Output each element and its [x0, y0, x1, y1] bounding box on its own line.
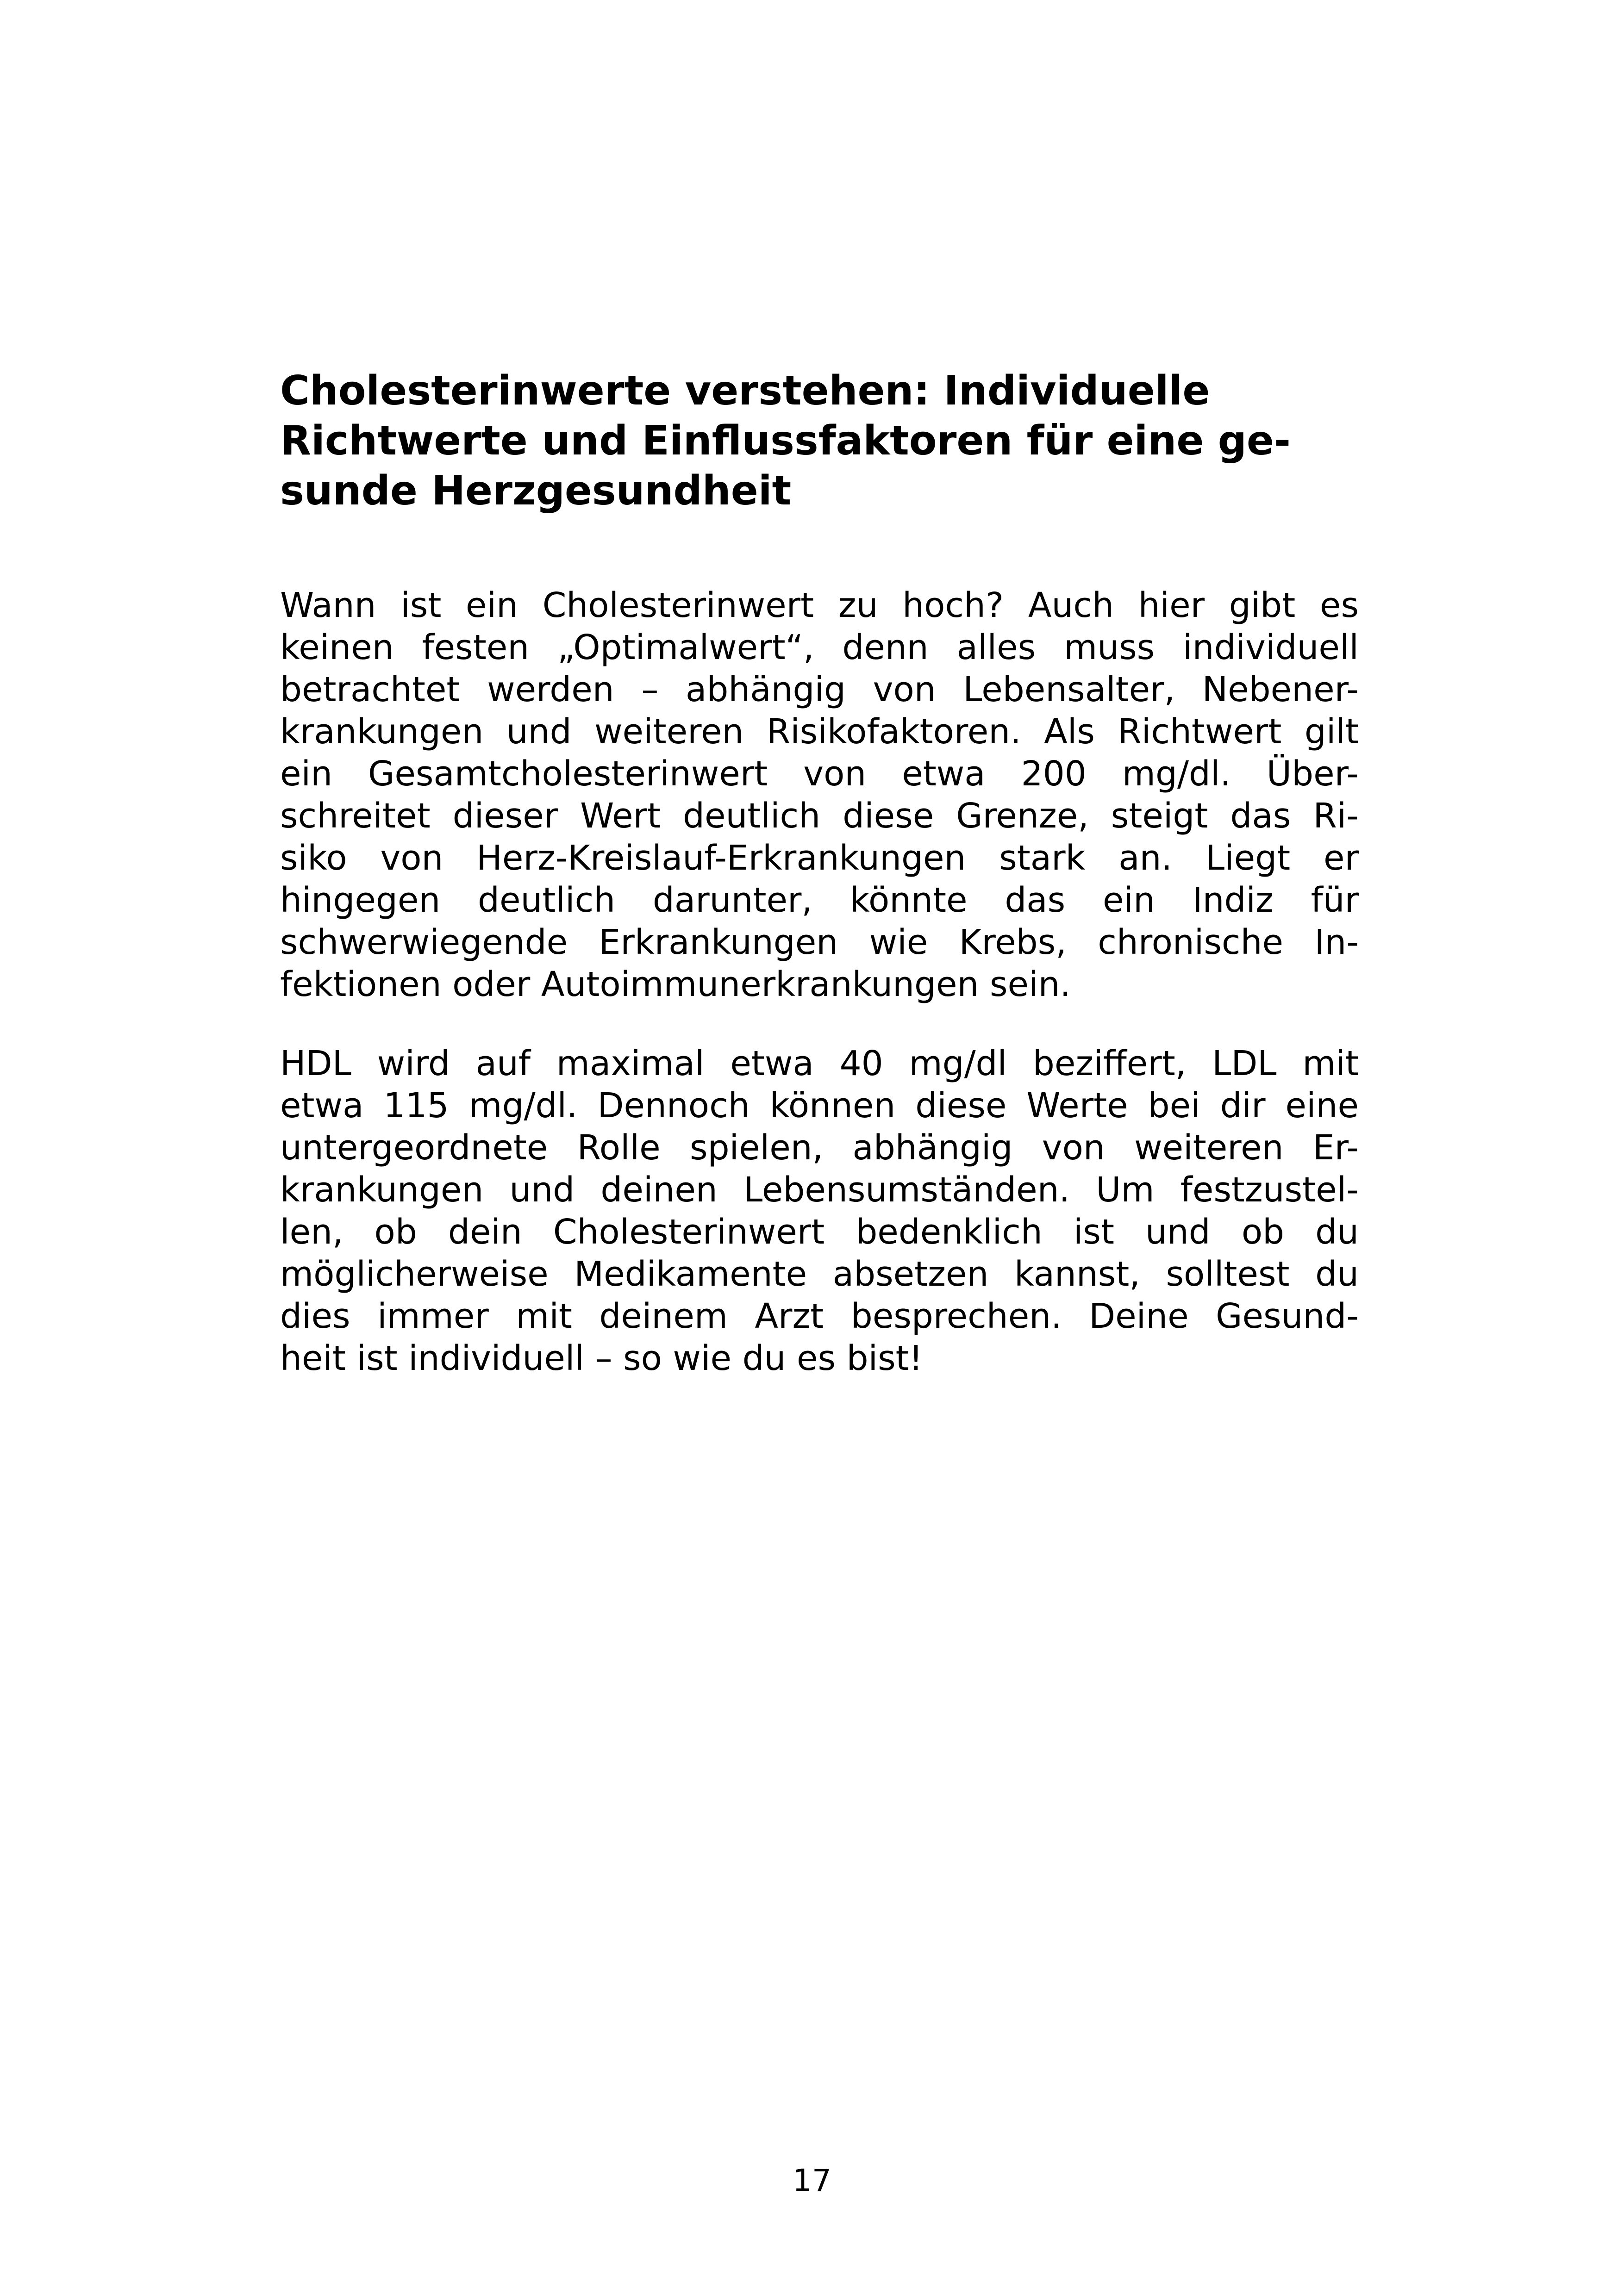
text-line: HDL wird auf maximal etwa 40 mg/dl beziffert, LDL mit [280, 1044, 1359, 1083]
text-line: heit ist individuell – so wie du es bist! [280, 1338, 923, 1378]
text-line: len, ob dein Cholesterinwert bedenklich ist und ob du [280, 1212, 1359, 1252]
title-line: Richtwerte und Einflussfaktoren für eine ge- [280, 417, 1291, 464]
text-line: möglicherweise Medikamente absetzen kannst, solltest du [280, 1254, 1359, 1294]
text-line: dies immer mit deinem Arzt besprechen. Deine Gesund- [280, 1296, 1359, 1336]
text-line: hingegen deutlich darunter, könnte das ein Indiz für [280, 880, 1359, 920]
paragraph-hdl-ldl [280, 1043, 1359, 1380]
text-line: untergeordnete Rolle spielen, abhängig von weiteren Er- [280, 1128, 1359, 1168]
page-number: 17 [793, 2163, 831, 2198]
title-line: sunde Herzgesundheit [280, 467, 792, 514]
page-title [280, 366, 1359, 516]
text-line: krankungen und deinen Lebensumständen. Um festzustel- [280, 1170, 1359, 1210]
text-line: schreitet dieser Wert deutlich diese Grenze, steigt das Ri- [280, 796, 1359, 836]
text-line: etwa 115 mg/dl. Dennoch können diese Werte bei dir eine [280, 1086, 1359, 1126]
paragraph-cholesterol-limits [280, 585, 1359, 1006]
text-line: siko von Herz-Kreislauf-Erkrankungen stark an. Liegt er [280, 838, 1359, 878]
text-line: Wann ist ein Cholesterinwert zu hoch? Auch hier gibt es [280, 585, 1359, 625]
text-line: krankungen und weiteren Risikofaktoren. Als Richtwert gilt [280, 712, 1359, 752]
text-line: ein Gesamtcholesterinwert von etwa 200 mg/dl. Über- [280, 754, 1359, 794]
text-line: keinen festen „Optimalwert“, denn alles muss individuell [280, 628, 1359, 667]
title-line: Cholesterinwerte verstehen: Individuelle [280, 367, 1210, 414]
text-line: schwerwiegende Erkrankungen wie Krebs, chronische In- [280, 922, 1359, 962]
text-line: betrachtet werden – abhängig von Lebensalter, Nebener- [280, 670, 1359, 709]
text-line: fektionen oder Autoimmunerkrankungen sein. [280, 964, 1071, 1004]
